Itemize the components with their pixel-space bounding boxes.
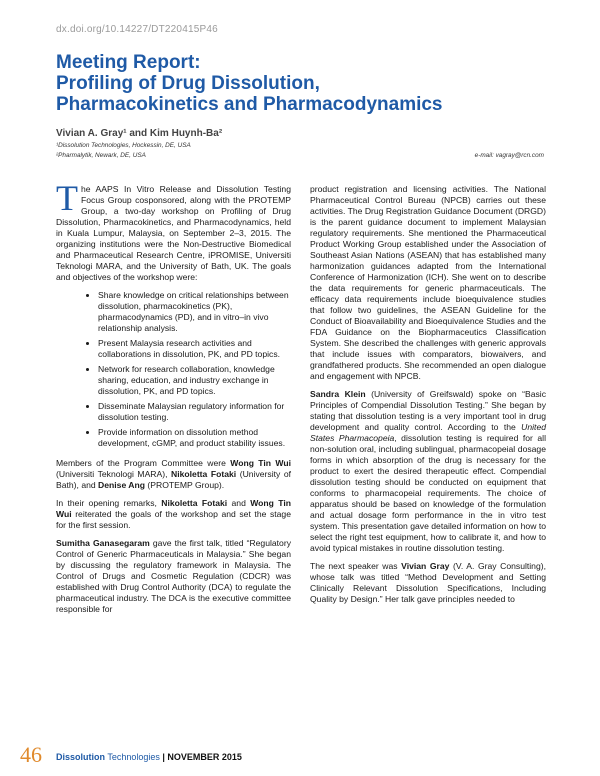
text-run: (PROTEMP Group). [145,480,225,490]
footer-separator: | [159,752,168,762]
goals-list [56,290,291,449]
talk1-paragraph [56,538,291,615]
title-line-2: Profiling of Drug Dissolution, [56,73,320,94]
regulatory-paragraph: product registration and licensing activities. The National Pharmaceutical Control Bureau (NPCB) carries out these activities. The Drug Registration Guidance Document (DRGD) is the parent guidance document to implement Malaysian regulatory requirements. She mentioned the Pharmaceutical Product Working Group established under the Association of Southeast Asian Nations (ASEAN) that has established many harmonization guidances adapted from the International Conference of Harmonization (ICH). She went on to describe the data requirements for generic pharmaceuticals. The efficacy data requirements include bioequivalence studies that follow two guidelines, the ASEAN Guideline for the Conduct of Bioavailability and Bioequivalence Studies and the FDA Guidance on the Biopharmaceutics Classification System. She described the challenges with generic approvals that include issues with comparators, biowaivers, and grandfathered products. She recommended an open dialogue and engagement with NPCB. [310,184,546,381]
person-name: Sumitha Ganasegaram [56,538,150,548]
person-name: Wong Tin Wui [230,458,291,468]
text-run: , dissolution testing is required for all non-solution oral, including sublingual, pharmacopeial dosage forms in which absorption of the drug is necessary for the product to exert the desired therapeutic effect. Compendial dissolution testing should be conducted on equipment that conforms to pharmacopeial requirements. The choice of apparatus should be based on knowledge of the formulation and actual dosage form performance in the in vitro test system. This presentation gave detailed information on how to select the right test equipment, how to calibrate it, and how to avoid typical mistakes in routine dissolution testing. [310,433,546,553]
journal-name-part: Dissolution [56,752,105,762]
right-column [310,184,546,612]
text-run: In their opening remarks, [56,498,162,508]
text-run: reiterated the goals of the workshop and set the stage for the first session. [56,509,291,530]
person-name: Wong Tin Wui [56,498,291,519]
text-run: (University of Bath), and [56,469,291,490]
text-run: (Universiti Teknologi MARA), [56,469,172,479]
intro-text: he AAPS In Vitro Release and Dissolution Testing Focus Group cosponsored, along with the PROTEMP Group, a two-day workshop on Profiling of Drug Dissolution, Pharmacokinetics, and Pharmacodynamics, held in Kuala Lumpur, Malaysia, on September 2–3, 2015. The organizing institutions were the Non-Destructive Biomedical and Pharmaceutical Research Centre, iPROMISE, Universiti Teknologi MARA, and the University of Bath, UK. The goals and objectives of the workshop were: [56,184,291,282]
drop-cap: T [56,178,78,218]
text-run: and [227,498,251,508]
intro-paragraph [56,178,291,283]
journal-name-part: Technologies [105,752,160,762]
person-name: Sandra Klein [310,389,366,399]
committee-paragraph [56,458,291,491]
authors: Vivian A. Gray¹ and Kim Huynh-Ba² [56,128,223,139]
text-run: (University of Greifswald) spoke on “Basic Principles of Compendial Dissolution Testing.” She began by stating that dissolution testing is a very important tool in drug development and quality control. According to the [310,389,546,432]
goal-item: • Provide information on dissolution method development, cGMP, and product stability issues. [98,427,291,449]
goal-item: • Network for research collaboration, knowledge sharing, education, and industry exchange in dissolution, PK, and PD topics. [98,364,291,397]
text-run: The next speaker was [310,561,402,571]
text-run: Members of the Program Committee were [56,458,231,468]
article-title [56,52,556,115]
goal-item: • Share knowledge on critical relationships between dissolution, pharmacokinetics (PK), pharmacodynamics (PD), and in vitro–in vivo relationship analysis. [98,290,291,334]
goal-item: • Disseminate Malaysian regulatory information for dissolution testing. [98,401,291,423]
text-run: gave the first talk, titled “Regulatory Control of Generic Pharmaceuticals in Malaysia.” She began by discussing the regulatory framework in Malaysia. The Control of Drugs and Cosmetic Regulation (CDCR) was established with Drug Control Authority (DCA) to regulate the pharmaceutical industry. The DCA is the executive committee responsible for [56,538,291,614]
left-column [56,178,291,622]
doi-link[interactable]: dx.doi.org/10.14227/DT220415P46 [56,24,218,35]
person-name: Nikoletta Fotaki [171,469,237,479]
page-number: 46 [20,742,42,767]
journal-name [56,752,242,762]
title-line-3: Pharmacokinetics and Pharmacodynamics [56,94,443,115]
klein-paragraph [310,389,546,554]
issue-date: NOVEMBER 2015 [167,752,242,762]
publication-title: United States Pharmacopeia [310,422,546,443]
gray-paragraph [310,561,546,605]
text-run: (V. A. Gray Consulting), whose talk was titled “Method Development and Setting Clinically Relevant Dissolution Specifications, Including Quality by Design.” Her talk gave principles needed to [310,561,546,604]
opening-paragraph [56,498,291,531]
person-name: Nikoletta Fotaki [161,498,228,508]
affiliation-2: ²Pharmalytik, Newark, DE, USA [56,152,146,159]
affiliation-1: ¹Dissolution Technologies, Hockessin, DE, USA [56,142,191,149]
goal-item: • Present Malaysia research activities and collaborations in dissolution, PK, and PD topics. [98,338,291,360]
contact-email[interactable]: e-mail: vagray@rcn.com [474,152,544,159]
title-line-1: Meeting Report: [56,52,201,73]
person-name: Vivian Gray [401,561,450,571]
person-name: Denise Ang [98,480,146,490]
